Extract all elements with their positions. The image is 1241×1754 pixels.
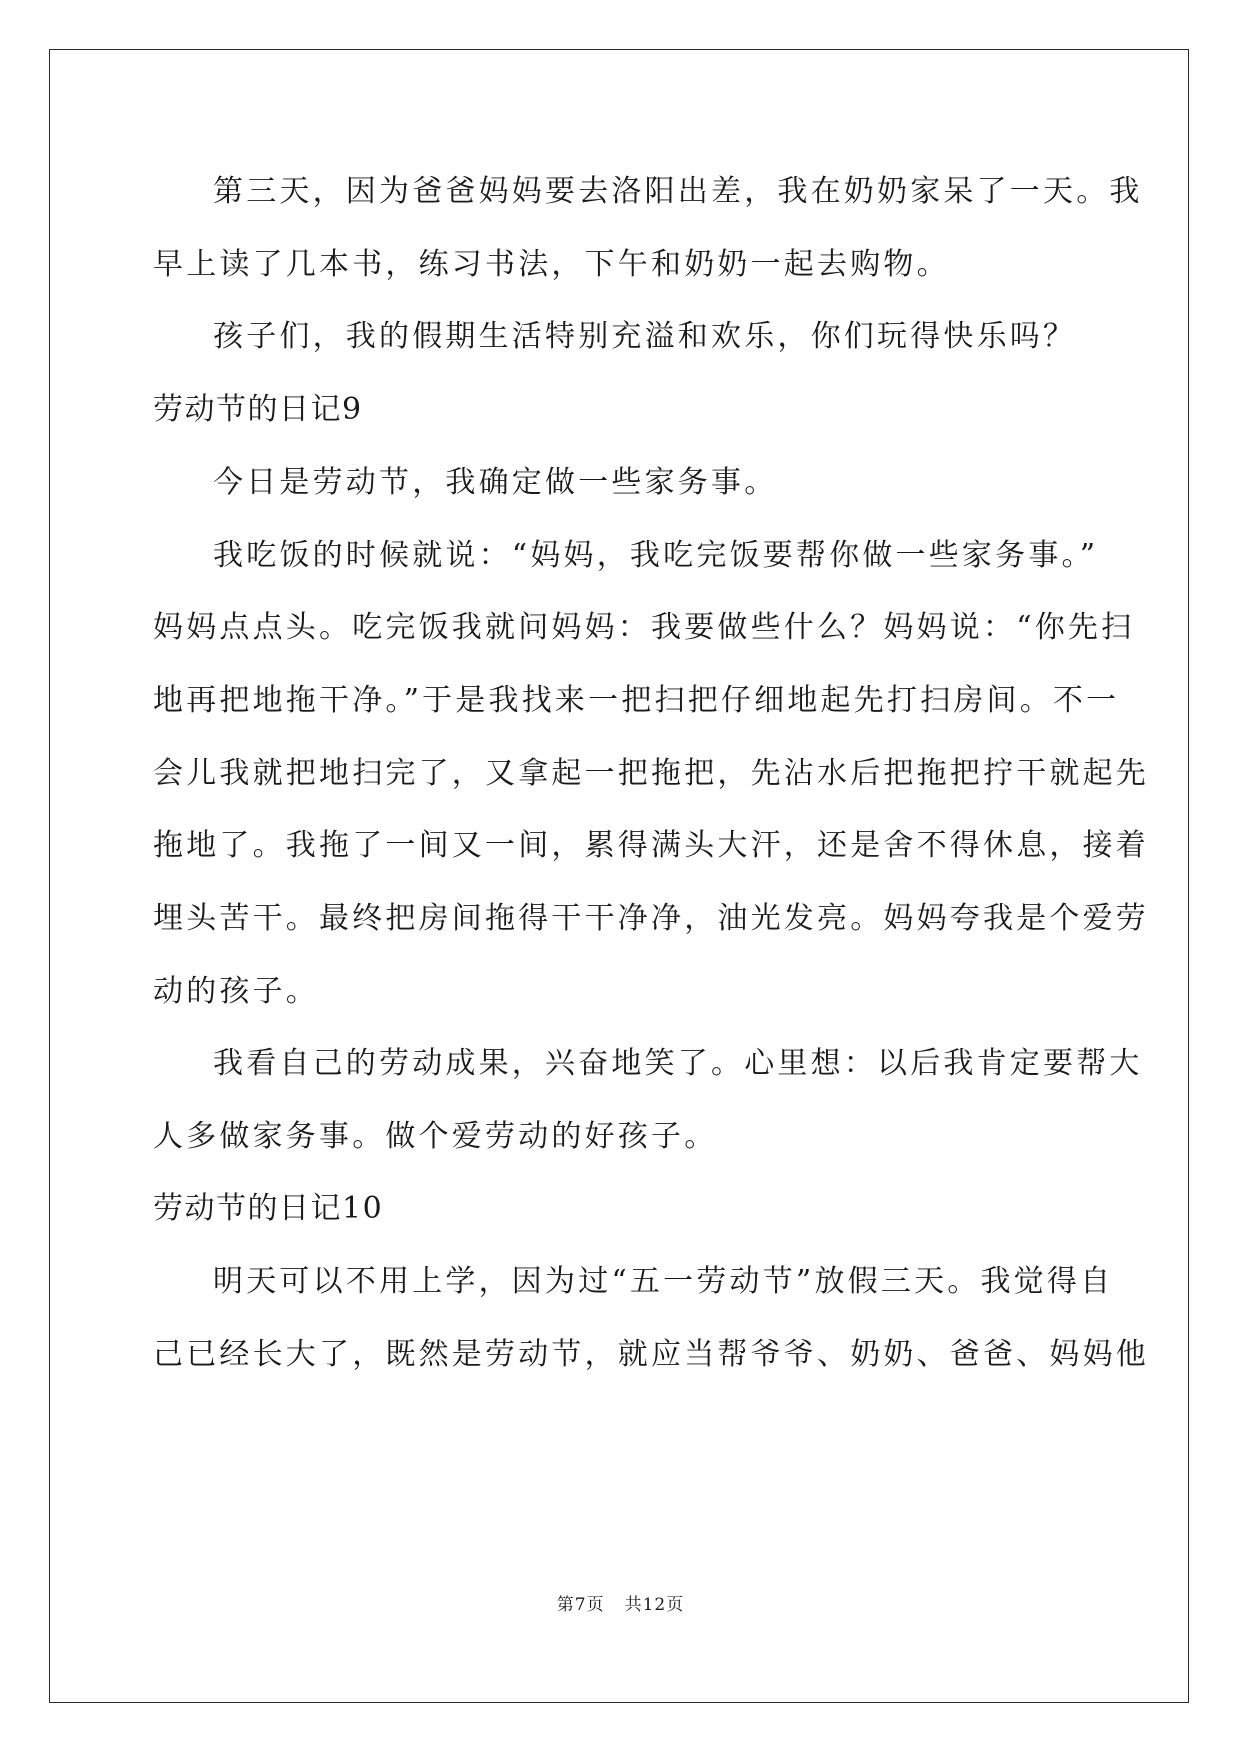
paragraph-line: 妈妈点点头。吃完饭我就问妈妈：我要做些什么？妈妈说：“你先扫: [153, 610, 1135, 645]
page-number-total: 共12页: [624, 1595, 685, 1615]
paragraph-line: 会儿我就把地扫完了，又拿起一把拖把，先沾水后把拖把拧干就起先: [153, 756, 1149, 791]
paragraph-line: 我看自己的劳动成果，兴奋地笑了。心里想：以后我肯定要帮大: [213, 1046, 1143, 1081]
paragraph-line: 动的孩子。: [153, 974, 319, 1009]
paragraph-line: 早上读了几本书，练习书法，下午和奶奶一起去购物。: [153, 247, 950, 282]
paragraph-line: 今日是劳动节，我确定做一些家务事。: [213, 465, 778, 500]
section-heading: 劳动节的日记10: [153, 1191, 384, 1226]
paragraph-line: 第三天，因为爸爸妈妈要去洛阳出差，我在奶奶家呆了一天。我: [213, 174, 1143, 209]
paragraph-line: 我吃饭的时候就说：“妈妈，我吃完饭要帮你做一些家务事。”: [213, 538, 1099, 573]
page-border: [49, 49, 1189, 1703]
paragraph-line: 埋头苦干。最终把房间拖得干干净净，油光发亮。妈妈夸我是个爱劳: [153, 901, 1149, 936]
paragraph-line: 地再把地拖干净。”于是我找来一把扫把仔细地起先打扫房间。不一: [153, 683, 1120, 718]
page-footer: [0, 1593, 1241, 1617]
page-number-current: 第7页: [556, 1595, 605, 1615]
paragraph-line: 拖地了。我拖了一间又一间，累得满头大汗，还是舍不得休息，接着: [153, 828, 1149, 863]
paragraph-line: 人多做家务事。做个爱劳动的好孩子。: [153, 1119, 718, 1154]
section-heading: 劳动节的日记9: [153, 392, 363, 427]
paragraph-line: 孩子们，我的假期生活特别充溢和欢乐，你们玩得快乐吗？: [213, 319, 1077, 354]
paragraph-line: 明天可以不用上学，因为过“五一劳动节”放假三天。我觉得自: [213, 1264, 1114, 1299]
paragraph-line: 己已经长大了，既然是劳动节，就应当帮爷爷、奶奶、爸爸、妈妈他: [153, 1337, 1149, 1372]
